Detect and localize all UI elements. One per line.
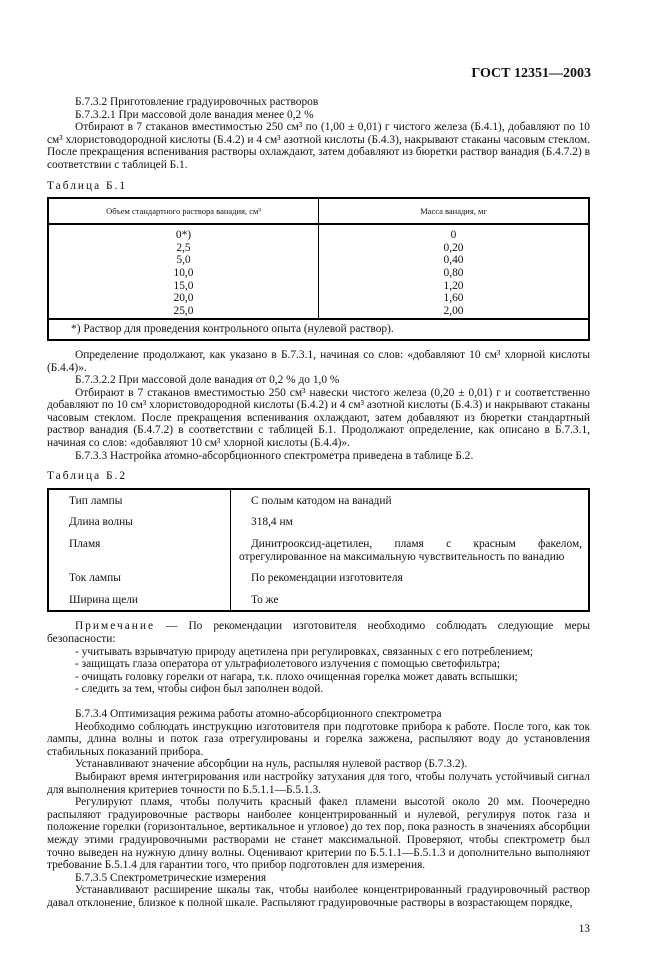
volume-value: 5,0: [176, 254, 191, 267]
volume-value: 0*): [175, 229, 192, 242]
parameter-value: По рекомендации изготовителя: [251, 572, 403, 585]
paragraph: Необходимо соблюдать инструкцию изготовителя при подготовке прибора к работе. После того, как ток лампы, длина волны и поток газа отрегулированы и горелка зажжена, распыляют воду до установления стабильных показаний прибора.: [47, 720, 590, 758]
table-footnote: *) Раствор для проведения контрольного опыта (нулевой раствор).: [48, 319, 589, 340]
parameter-cell: [231, 589, 590, 612]
table-caption: Таблица Б.2: [47, 470, 128, 483]
parameter-value: Динитрооксид-ацетилен, пламя с красным факелом, отрегулированное на максимальную чувствительность по ванадию: [239, 538, 582, 563]
volume-value: 25,0: [173, 304, 194, 317]
volume-value: 15,0: [173, 279, 194, 292]
paragraph: Отбирают в 7 стаканов вместимостью 250 см³ по (1,00 ± 0,01) г чистого железа (Б.4.1), добавляют по 10 см³ хлористоводородной кислоты (Б.4.2) и 4 см³ азотной кислоты (Б.4.3), накрывают стаканы часовым стеклом. После прекращения вспенивания растворы охлаждают, затем добавляют из бюретки раствор ванадия (Б.4.7.2) в соответствии с таблицей Б.1.: [47, 121, 590, 171]
list-item: - очищать головку горелки от нагара, т.к. плохо очищенная горелка может давать вспышки;: [75, 670, 518, 683]
list-item: - следить за тем, чтобы сифон был заполнен водой.: [75, 683, 324, 696]
document-header: ГОСТ 12351—2003: [471, 66, 591, 81]
section-b7-3-4: [47, 708, 590, 910]
table-b2-block: [47, 470, 590, 612]
table-row: [48, 589, 589, 612]
paragraph: Б.7.3.3 Настройка атомно-абсорбционного спектрометра приведена в таблице Б.2.: [75, 449, 474, 462]
table-b1-block: [47, 180, 590, 341]
parameter-cell: [231, 567, 590, 589]
note-text: — По рекомендации изготовителя необходимо соблюдать следующие меры безопасности:: [47, 620, 590, 645]
table-b1: [47, 197, 590, 341]
table-caption: Таблица Б.1: [47, 179, 128, 192]
volume-value: 10,0: [173, 266, 194, 279]
note-label: Примечание: [75, 620, 156, 633]
mass-value: 1,60: [443, 292, 464, 305]
paragraph: Выбирают время интегрирования или настройку затухания для того, чтобы получать устойчивый сигнал для выполнения критериев точности по Б.5.1.1—Б.5.1.3.: [47, 770, 590, 796]
table-row: [48, 567, 589, 589]
paragraph: Устанавливают значение абсорбции на нуль, распыляя нулевой раствор (Б.7.3.2).: [75, 758, 468, 771]
paragraph: Устанавливают расширение шкалы так, чтобы наиболее концентрированный градуировочный раствор давал отклонение, близкое к полной шкале. Распыляют градуировочные растворы в возрастающем порядке,: [47, 884, 590, 909]
mass-value: 0,80: [443, 266, 464, 279]
table-row: [48, 533, 589, 567]
column-header: Масса ванадия, мг: [319, 198, 590, 224]
parameter-name: Тип лампы: [48, 489, 231, 512]
parameter-name: Ширина щели: [48, 589, 231, 612]
mass-value: 1,20: [443, 279, 464, 292]
list-item: - учитывать взрывчатую природу ацетилена при регулировках, связанных с его потреблением;: [75, 645, 534, 658]
parameter-value: То же: [251, 593, 279, 606]
parameter-name: Ток лампы: [48, 567, 231, 589]
paragraph: Отбирают в 7 стаканов вместимостью 250 см³ навески чистого железа (0,20 ± 0,01) г и соответственно добавляют по 10 см³ хлористоводородной кислоты (Б.4.2) и 4 см³ азотной кислоты (Б.4.3) и накрывают стаканы часовым стеклом. После прекращения вспенивания охлаждают, затем добавляют из бюретки стандартный раствор ванадия (Б.4.7.2) в соответствии с таблицей Б.1. Продолжают определение, как описано в Б.7.3.1, начиная со слов: «добавляют 10 см³ хлорной кислоты (Б.4.4)».: [47, 386, 590, 450]
list-item: - защищать глаза оператора от ультрафиолетового излучения с помощью светофильтра;: [75, 658, 501, 671]
parameter-cell: [231, 489, 590, 512]
page-number: 13: [578, 923, 590, 936]
note: [47, 620, 590, 696]
parameter-value: 318,4 нм: [251, 516, 293, 529]
heading: Б.7.3.2.2 При массовой доле ванадия от 0,2 % до 1,0 %: [75, 374, 340, 387]
document-body: [47, 0, 590, 956]
parameter-value: С полым катодом на ванадий: [251, 494, 392, 507]
paragraph: Регулируют пламя, чтобы получить красный факел пламени высотой около 20 мм. Поочередно распыляют градуировочные растворы наиболее концентрированный и нулевой, регулируя поток газа и положение горелки (горизонтальное, вертикальное и угловое) до тех пор, пока разность в значениях абсорбции между этими градуировочными растворами не станет максимальной. Проверяют, чтобы спектрометр был точно выведен на нужную длину волны. Оценивают критерии по Б.5.1.1—Б.5.1.3 и дополнительно выполняют требование Б.5.1.4 для гарантии того, что прибор подготовлен для измерения.: [47, 796, 590, 872]
table-row: [48, 511, 589, 533]
heading: Б.7.3.5 Спектрометрические измерения: [75, 871, 267, 884]
volume-value: 2,5: [176, 241, 191, 254]
section-b7-3-2: [47, 96, 590, 172]
parameter-cell: [231, 533, 590, 567]
note-list: [47, 646, 590, 696]
volume-value: 20,0: [173, 292, 194, 305]
heading: Б.7.3.2 Приготовление градуировочных растворов: [75, 96, 319, 108]
parameter-cell: [231, 511, 590, 533]
mass-value: 0: [450, 229, 457, 242]
paragraph: Определение продолжают, как указано в Б.7.3.1, начиная со слов: «добавляют 10 см³ хлорной кислоты (Б.4.4)».: [47, 348, 590, 374]
heading: Б.7.3.2.1 При массовой доле ванадия менее 0,2 %: [75, 108, 314, 121]
column-header: Объем стандартного раствора ванадия, см³: [48, 198, 319, 224]
parameter-name: Длина волны: [48, 511, 231, 533]
table-row: [48, 489, 589, 512]
table-b2: [47, 488, 590, 613]
heading: Б.7.3.4 Оптимизация режима работы атомно-абсорбционного спектрометра: [75, 707, 442, 720]
parameter-name: Пламя: [48, 533, 231, 567]
table-cell-volumes: [48, 224, 319, 319]
mass-value: 0,20: [443, 241, 464, 254]
table-cell-masses: [319, 224, 590, 319]
section-b7-3-2-2: [47, 349, 590, 462]
mass-value: 0,40: [443, 254, 464, 267]
mass-value: 2,00: [443, 304, 464, 317]
